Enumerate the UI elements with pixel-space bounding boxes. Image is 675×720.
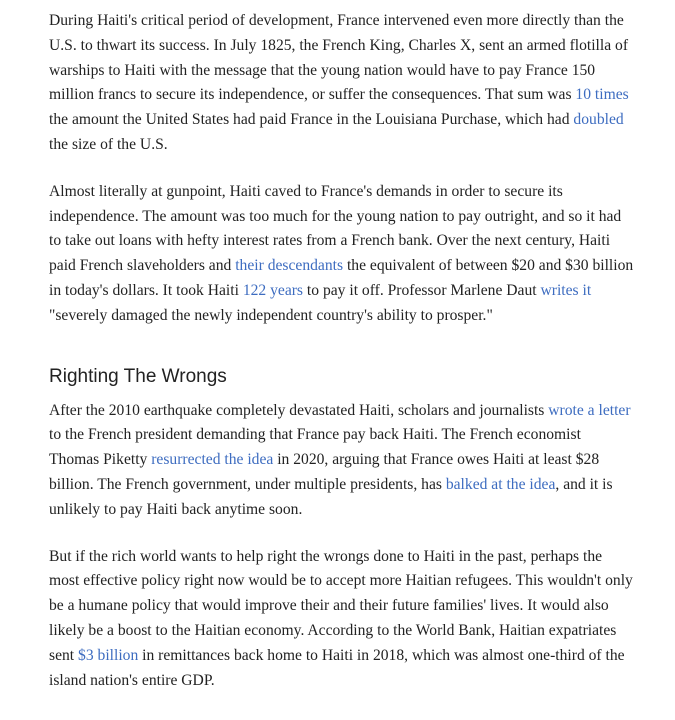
paragraph-text: in remittances back home to Haiti in 2018, which was almost one-third of the island nation's entire GDP. xyxy=(49,646,625,689)
link-10-times[interactable]: 10 times xyxy=(575,86,629,104)
paragraph-text: During Haiti's critical period of development, France intervened even more directly than the U.S. to thwart its success. In July 1825, the French King, Charles X, sent an armed flotilla of warships to Haiti with the message that the young nation would have to pay France 150 million francs to secure its independence, or suffer the consequences. That sum was xyxy=(49,12,629,104)
paragraph-text: After the 2010 earthquake completely devastated Haiti, scholars and journalists xyxy=(49,401,549,419)
paragraph-text: the amount the United States had paid France in the Louisiana Purchase, which had xyxy=(49,111,574,129)
link-wrote-a-letter[interactable]: wrote a letter xyxy=(548,401,631,419)
paragraph-text: the size of the U.S. xyxy=(49,135,168,153)
paragraph-refugees xyxy=(49,545,634,694)
section-heading: Righting The Wrongs xyxy=(49,365,227,387)
paragraph-text: in 2020, arguing that France owes Haiti at least $28 billion. The French government, under multiple presidents, has xyxy=(49,451,600,493)
paragraph-text: the equivalent of between $20 and $30 billion in today's dollars. It took Haiti xyxy=(49,257,634,299)
link-resurrected-the-idea[interactable]: resurrected the idea xyxy=(151,451,274,469)
paragraph-text: to pay it off. Professor Marlene Daut xyxy=(303,281,541,299)
link-122-years[interactable]: 122 years xyxy=(242,281,304,299)
paragraph-text: to the French president demanding that France pay back Haiti. The French economist Thomas Piketty xyxy=(49,426,581,469)
paragraph-earthquake xyxy=(49,399,634,523)
link-doubled[interactable]: doubled xyxy=(573,111,624,129)
paragraph-text: But if the rich world wants to help right the wrongs done to Haiti in the past, perhaps the most effective policy right now would be to accept more Haitian refugees. This wouldn't only be a humane policy that would improve their and their future families' lives. It would also likely be a boost to the Haitian economy. According to the World Bank, Haitian expatriates sent xyxy=(49,547,633,664)
link-writes-it[interactable]: writes it xyxy=(540,281,592,299)
paragraph-france-indemnity xyxy=(49,9,634,158)
paragraph-text: Almost literally at gunpoint, Haiti caved to France's demands in order to secure its independence. The amount was too much for the young nation to pay outright, and so it had to take out loans with hefty interest rates from a French bank. Over the next century, Haiti paid French slaveholders and xyxy=(49,182,622,275)
paragraph-gunpoint xyxy=(49,180,634,329)
article-body xyxy=(49,9,634,693)
link-balked-at-the-idea[interactable]: balked at the idea xyxy=(445,475,556,493)
paragraph-text: "severely damaged the newly independent country's ability to prosper." xyxy=(49,306,493,324)
link-their-descendants[interactable]: their descendants xyxy=(235,257,344,275)
paragraph-text: , and it is unlikely to pay Haiti back anytime soon. xyxy=(49,475,613,518)
link-3-billion[interactable]: $3 billion xyxy=(78,646,139,664)
